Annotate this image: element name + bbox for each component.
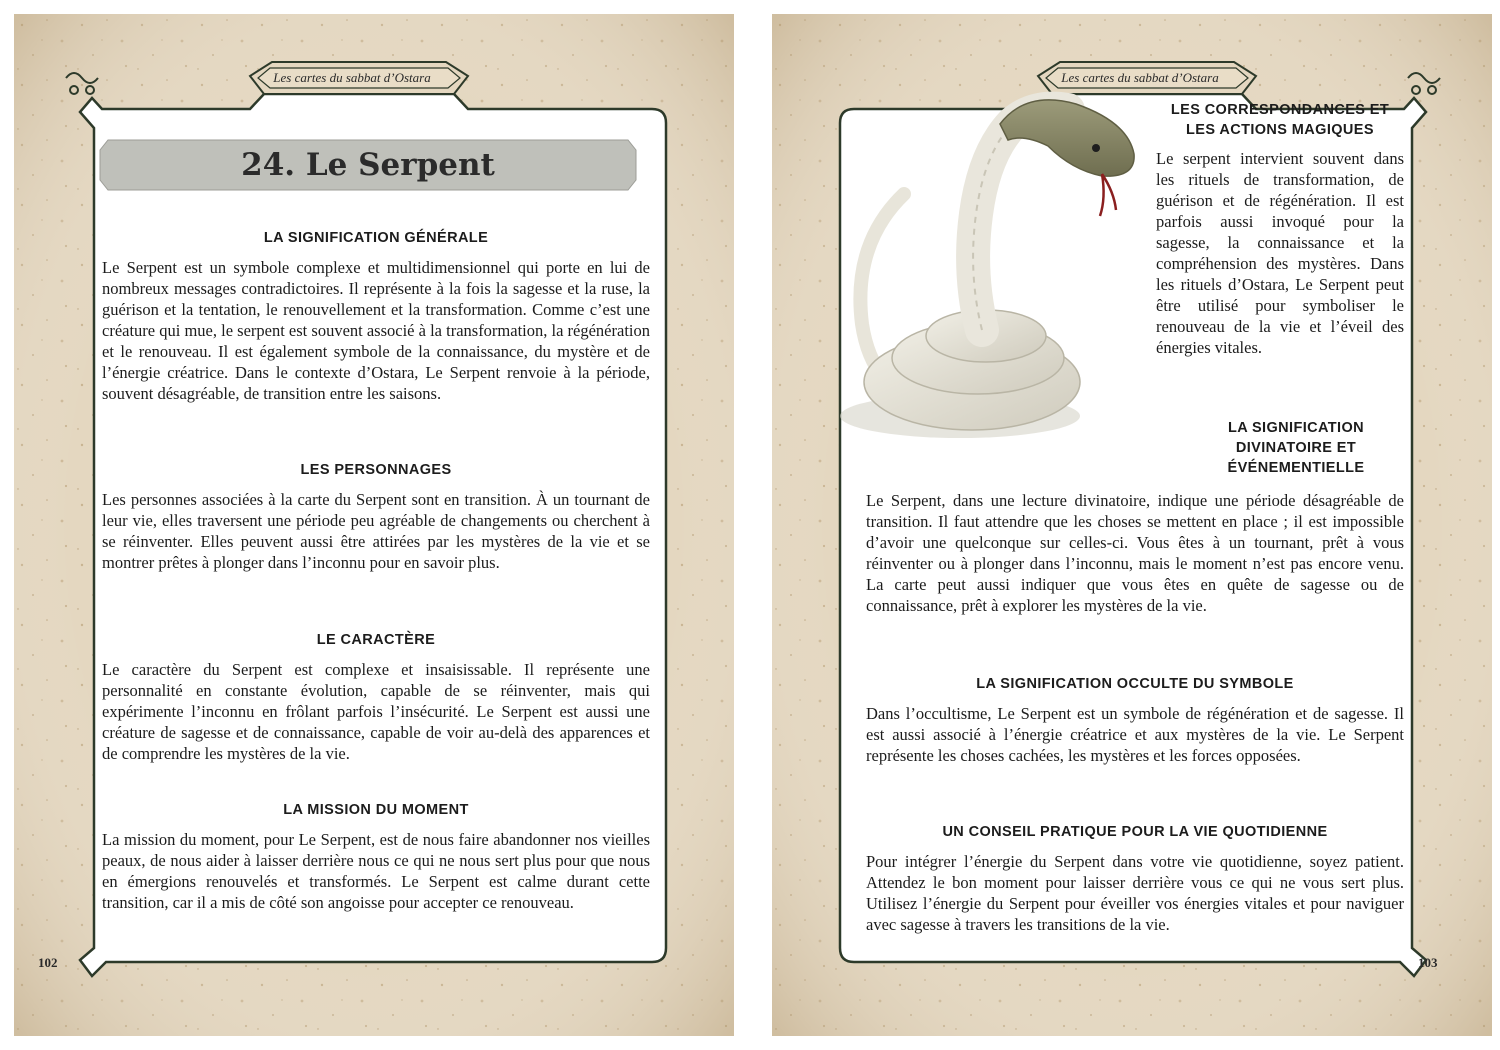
- section-general-meaning: [102, 228, 650, 404]
- running-head: Les cartes du sabbat d’Ostara: [1061, 70, 1219, 85]
- section-text: La mission du moment, pour Le Serpent, est de nous faire abandonner nos vieilles peaux, de nous aider à laisser derrière nous ce qui ne nous sert plus pour que nous en émergions renouvelés et transformés. Le Serpent est calme durant cette transition, car il a mis de côté son angoisse pour accepter ce renouveau.: [102, 830, 650, 912]
- section-characters: [102, 460, 650, 573]
- section-correspondences: [1156, 100, 1404, 358]
- section-heading: LES CORRESPONDANCES ET LES ACTIONS MAGIQUES: [1170, 102, 1390, 138]
- section-text: Les personnes associées à la carte du Serpent sont en transition. À un tournant de leur vie, elles traversent une période peu agréable de changements ou cherchent à se réinventer. Elles peuvent aussi être attirées par les mystères de la vie et se montrer prêtes à plonger dans l’inconnu pour en savoir plus.: [102, 490, 650, 572]
- section-heading: LA MISSION DU MOMENT: [283, 802, 469, 818]
- card-title: 24. Le Serpent: [241, 147, 495, 183]
- section-text: Le serpent intervient souvent dans les rituels de transformation, de guérison et de régénération. Il est parfois aussi invoqué pour la sagesse, la connaissance et la compréhension des mystères. Dans les rituels d’Ostara, Le Serpent peut être utilisé pour symboliser le renouveau de la vie et l’éveil des énergies vitales.: [1156, 149, 1404, 357]
- section-heading: LA SIGNIFICATION DIVINATOIRE ET ÉVÉNEMENTIELLE: [1227, 420, 1365, 476]
- left-page: [14, 14, 734, 1036]
- running-head: Les cartes du sabbat d’Ostara: [273, 70, 431, 85]
- section-heading: LA SIGNIFICATION GÉNÉRALE: [263, 230, 489, 246]
- section-heading: LES PERSONNAGES: [300, 462, 452, 478]
- section-mission: [102, 800, 650, 913]
- section-text: Le caractère du Serpent est complexe et insaisissable. Il représente une personnalité en constante évolution, capable de se réinventer, mais qui expérimente l’inconnu en frôlant parfois l’insécurité. Le Serpent est aussi une créature de sagesse et de connaissance, capable de voir au-delà des apparences et de comprendre les mystères de la vie.: [102, 660, 650, 763]
- section-text: Le Serpent, dans une lecture divinatoire, indique une période désagréable de transition. Il faut attendre que les choses se mettent en place ; il est impossible d’avoir une quelconque sur celles-ci. Vous êtes à un tournant, prêt à vous réinventer ou à plonger dans l’inconnu, mais le moment n’est pas encore venu. La carte peut aussi indiquer que vous êtes en quête de sagesse ou de connaissance, prêt à explorer les mystères de la vie.: [866, 491, 1404, 615]
- page-number: 102: [38, 955, 58, 970]
- right-page: [772, 14, 1492, 1036]
- section-heading: LA SIGNIFICATION OCCULTE DU SYMBOLE: [976, 676, 1294, 692]
- section-heading: UN CONSEIL PRATIQUE POUR LA VIE QUOTIDIENNE: [942, 824, 1328, 840]
- section-text: Pour intégrer l’énergie du Serpent dans votre vie quotidienne, soyez patient. Attendez le bon moment pour laisser derrière vous ce qui ne vous sert plus. Utilisez l’énergie du Serpent pour éveiller vos énergies vitales et pour naviguer avec sagesse à travers les transitions de la vie.: [866, 852, 1404, 934]
- section-heading: LE CARACTÈRE: [316, 632, 436, 648]
- section-divinatory-heading-block: [1196, 418, 1396, 487]
- section-divinatory: [866, 490, 1404, 616]
- section-text: Le Serpent est un symbole complexe et multidimensionnel qui porte en lui de nombreux messages contradictoires. Il représente à la fois la sagesse et la ruse, la guérison et la tentation, le renouvellement et la transformation. Comme c’est une créature qui mue, le serpent est souvent associé à la transformation, la régénération et le renouveau. Il est également symbole de la connaissance, du mystère et de l’énergie créatrice. Dans le contexte d’Ostara, Le Serpent renvoie à la période, souvent désagréable, de transition entre les saisons.: [102, 258, 650, 403]
- section-character: [102, 630, 650, 764]
- section-occult: [866, 674, 1404, 766]
- section-text: Dans l’occultisme, Le Serpent est un symbole de régénération et de sagesse. Il est aussi associé à l’énergie créatrice et aux mystères de la vie. Le Serpent représente les choses cachées, les mystères et les forces opposées.: [866, 704, 1404, 765]
- page-number: 103: [1418, 955, 1438, 970]
- section-daily-advice: [866, 822, 1404, 935]
